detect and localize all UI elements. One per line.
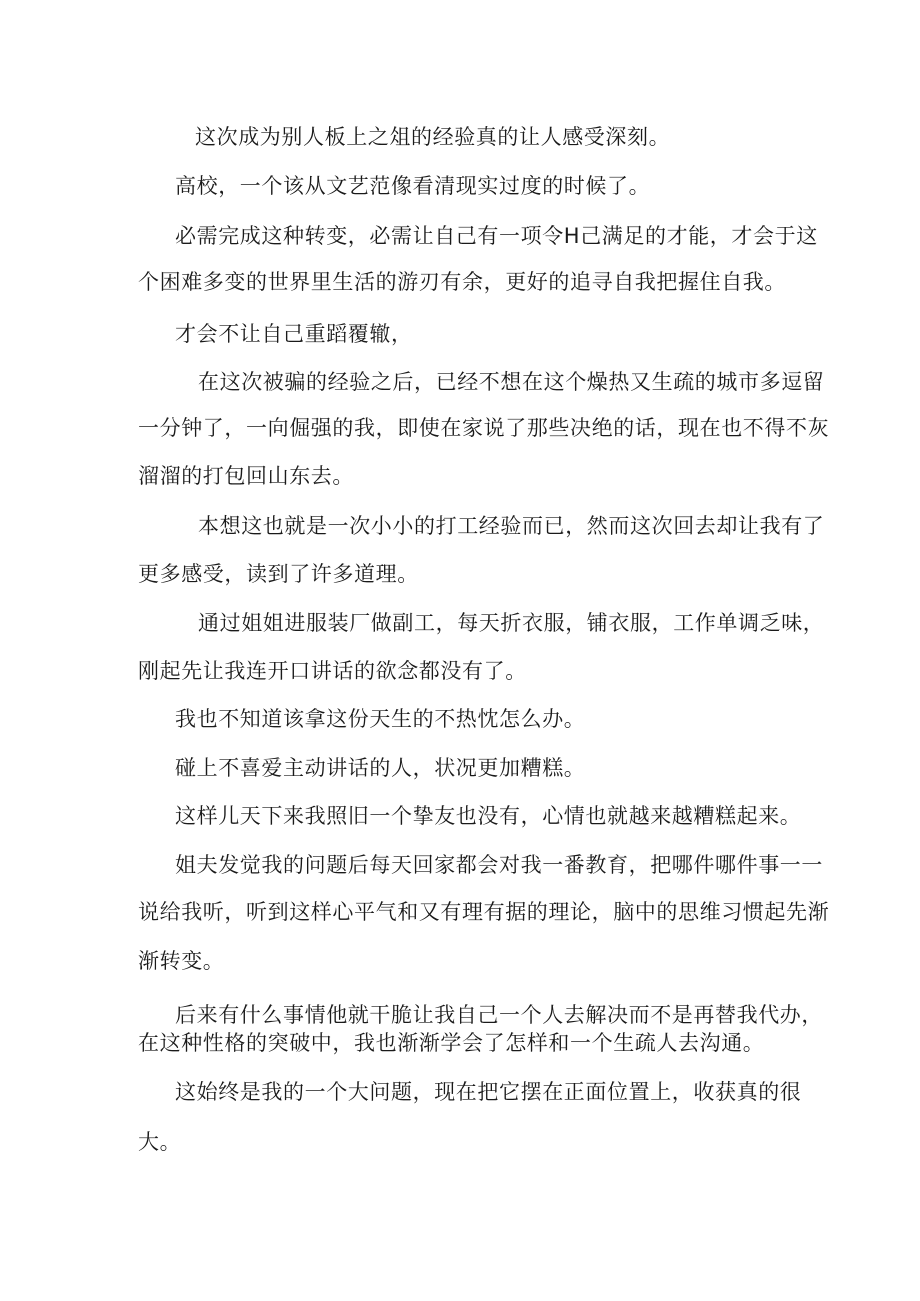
text-line: 本想这也就是一次小小的打工经验而已，然而这次回去却让我有了 bbox=[198, 514, 825, 538]
text-line: 说给我听，听到这样心平气和又有理有据的理论，脑中的思维习惯起先渐 bbox=[138, 900, 830, 924]
text-line: 这样儿天下来我照旧一个挚友也没有，心情也就越来越糟糕起来。 bbox=[175, 804, 802, 828]
text-line: 后来有什么事情他就干脆让我自己一个人去解决而不是再替我代办， bbox=[175, 1003, 823, 1027]
text-line: 在这种性格的突破中，我也渐渐学会了怎样和一个生疏人去沟通。 bbox=[138, 1031, 765, 1055]
text-line: 个困难多变的世界里生活的游刃有余，更好的追寻自我把握住自我。 bbox=[138, 270, 786, 294]
text-line: 一分钟了，一向倔强的我，即使在家说了那些决绝的话，现在也不得不灰 bbox=[138, 416, 830, 440]
text-line: 这始终是我的一个大问题，现在把它摆在正面位置上，收获真的很 bbox=[175, 1080, 802, 1104]
text-line: 刚起先让我连开口讲话的欲念都没有了。 bbox=[138, 659, 527, 683]
text-line: 大。 bbox=[138, 1130, 182, 1154]
text-line: 必需完成这种转变，必需让自己有一项令H己满足的才能，才会于这 bbox=[175, 224, 818, 248]
text-line: 高校，一个该从文艺范像看清现实过度的时候了。 bbox=[175, 174, 651, 198]
text-line: 渐转变。 bbox=[138, 949, 225, 973]
text-line: 碰上不喜爱主动讲话的人，状况更加糟糕。 bbox=[175, 756, 586, 780]
text-line: 姐夫发觉我的问题后每天回家都会对我一番教育，把哪件哪件事一一 bbox=[175, 853, 823, 877]
text-line: 更多感受，读到了许多道理。 bbox=[138, 562, 419, 586]
text-line: 溜溜的打包回山东去。 bbox=[138, 464, 354, 488]
text-line: 这次成为别人板上之俎的经验真的让人感受深刻。 bbox=[195, 125, 671, 149]
text-line: 我也不知道该拿这份天生的不热忱怎么办。 bbox=[175, 707, 586, 731]
text-line: 才会不让自己重蹈覆辙， bbox=[175, 322, 413, 346]
text-line: 在这次被骗的经验之后，已经不想在这个燥热又生疏的城市多逗留 bbox=[198, 370, 825, 394]
text-line: 通过姐姐进服装厂做副工，每天折衣服，铺衣服，工作单调乏味， bbox=[198, 611, 825, 635]
